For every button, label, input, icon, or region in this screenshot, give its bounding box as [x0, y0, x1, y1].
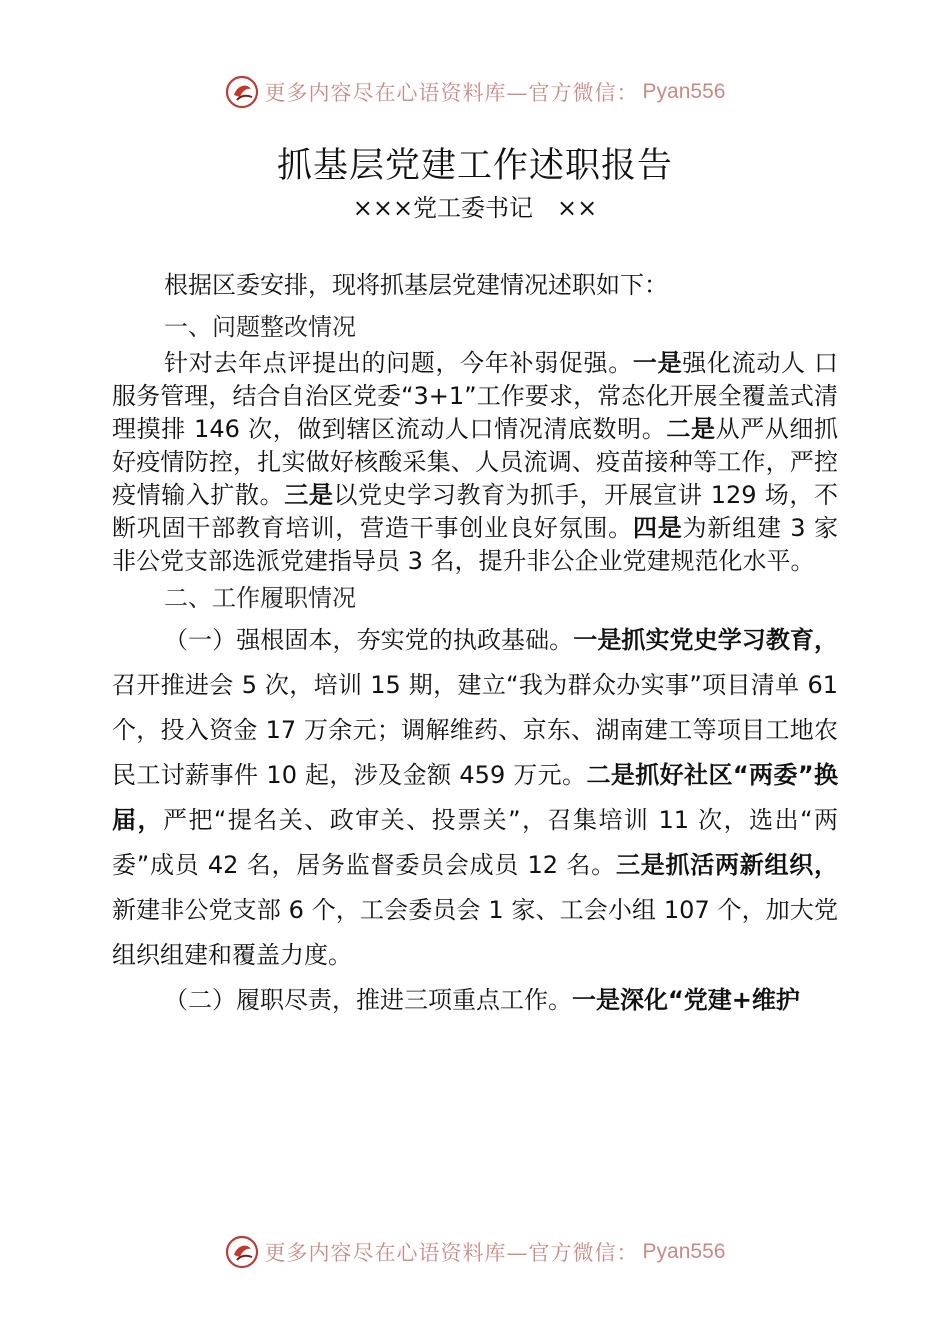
watermark-wechat-id: Pyan556	[642, 1240, 726, 1263]
bold-marker: 四是	[633, 514, 683, 542]
section-heading-2: 二、工作履职情况	[164, 584, 356, 612]
bold-marker: 一是深化“党建+维护	[572, 986, 800, 1014]
watermark-footer	[0, 1232, 950, 1272]
document-author: ×××党工委书记 ××	[352, 194, 598, 222]
watermark-logo-icon	[225, 75, 259, 109]
paragraph-foundation	[112, 618, 838, 978]
document-title: 抓基层党建工作述职报告	[276, 146, 673, 186]
text-span: 强化流动人 口服务管理，结合自治区党委“3+1”工作要求，常态化开展全覆盖式清理摸排 146 次，做到辖区流动人口情况清底数明。	[112, 349, 839, 443]
bold-marker: 二是抓好社区“两委”换届，	[112, 761, 838, 834]
paragraph-duties	[112, 978, 838, 1023]
text-span: 从严从细抓好疫情防控，扎实做好核酸采集、人员流调、疫苗接种等工作，严控疫情输入扩散。	[112, 415, 839, 509]
section-heading-1: 一、问题整改情况	[164, 313, 356, 341]
watermark-logo-icon	[225, 1235, 259, 1269]
intro-paragraph: 根据区委安排，现将抓基层党建情况述职如下：	[164, 271, 668, 299]
bold-marker: 一是抓实党史学习教育，	[573, 626, 839, 654]
bold-marker: 三是抓活两新组织，	[615, 851, 838, 879]
text-span: 为新组建 3 家非公党支部选派党建指导员 3 名，提升非公企业党建规范化水平。	[112, 514, 839, 575]
bold-marker: 二是	[666, 415, 716, 443]
watermark-wechat-id: Pyan556	[642, 80, 726, 103]
subsection-lead: （一）强根固本，夯实党的执政基础。	[164, 626, 574, 654]
watermark-text: 更多内容尽在心语资料库—官方微信：	[264, 1241, 639, 1265]
text-span: 以党史学习教育为抓手，开展宣讲 129 场，不断巩固干部教育培训，营造干事创业良好氛围。	[112, 481, 839, 542]
text-span: 严把“提名关、政审关、投票关”，召集培训 11 次，选出“两委”成员 42 名，居务监督委员会成员 12 名。	[112, 806, 838, 879]
text-span: 针对去年点评提出的问题，今年补弱促强。	[164, 349, 633, 377]
document-body	[112, 265, 838, 1023]
paragraph-rectification	[112, 347, 838, 578]
watermark-text: 更多内容尽在心语资料库—官方微信：	[264, 81, 639, 105]
bold-marker: 三是	[284, 481, 334, 509]
text-span: 召开推进会 5 次，培训 15 期，建立“我为群众办实事”项目清单 61 个，投入资金 17 万余元；调解维药、京东、湖南建工等项目工地农民工讨薪事件 10 起，涉及金额 459 万元。	[112, 671, 838, 789]
subsection-lead: （二）履职尽责，推进三项重点工作。	[164, 986, 572, 1014]
bold-marker: 一是	[632, 349, 683, 377]
text-span: 新建非公党支部 6 个，工会委员会 1 家、工会小组 107 个，加大党组织组建和覆盖力度。	[112, 896, 838, 969]
watermark-header	[0, 72, 950, 112]
